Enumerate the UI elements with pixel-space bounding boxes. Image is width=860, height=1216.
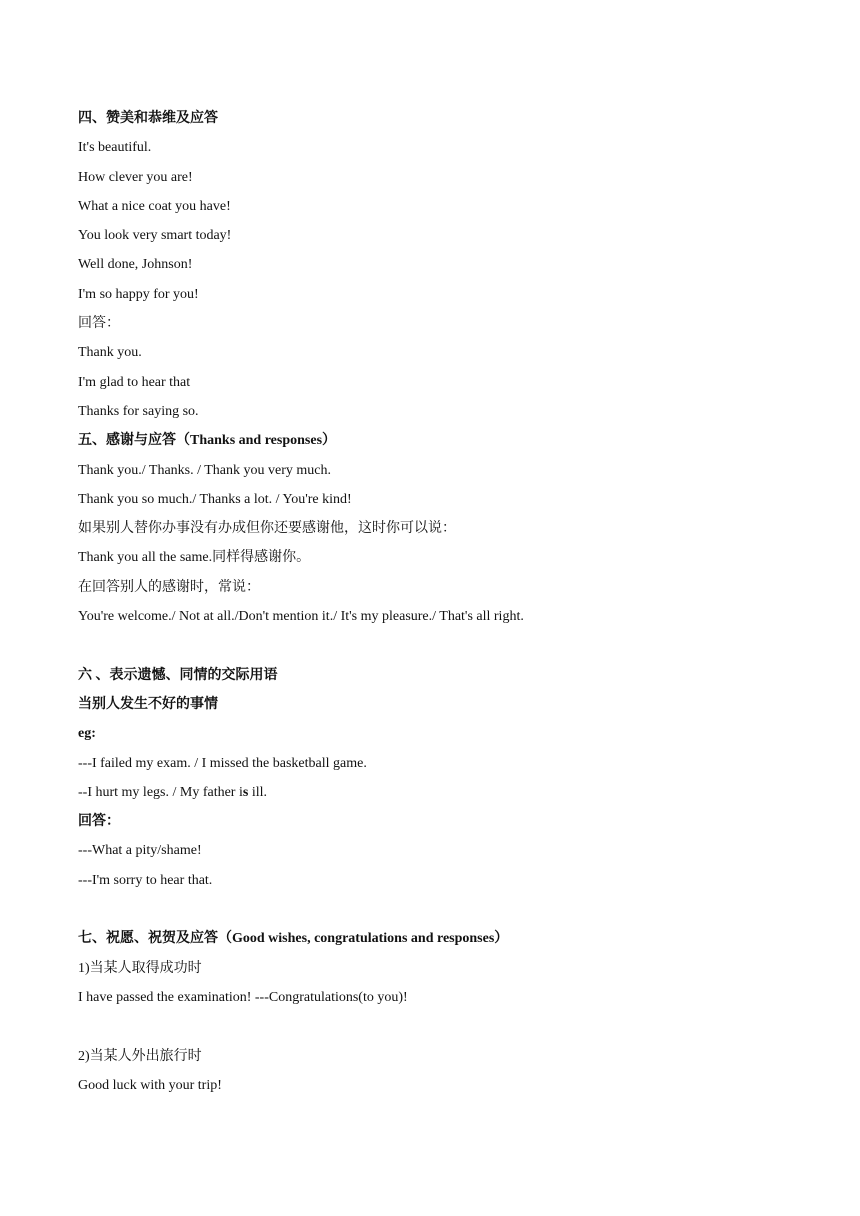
compliment-line: You look very smart today!	[78, 228, 232, 244]
thanks-line: You're welcome./ Not at all./Don't mention it./ It's my pleasure./ That's all right.	[78, 609, 524, 625]
reply-line: ---What a pity/shame!	[78, 843, 202, 859]
example-line	[78, 778, 798, 807]
thanks-line: Thank you all the same.同样得感谢你。	[78, 550, 311, 566]
section-6-subheading: 当别人发生不好的事情	[78, 696, 218, 712]
compliment-line: How clever you are!	[78, 169, 193, 185]
item-1-title: 1)当某人取得成功时	[78, 960, 202, 976]
reply-line: I'm glad to hear that	[78, 374, 191, 390]
item-2-line: Good luck with your trip!	[78, 1077, 222, 1093]
reply-line: Thank you.	[78, 345, 142, 361]
eg-label: eg:	[78, 726, 96, 742]
example-text: --I hurt my legs. / My father i	[78, 784, 243, 800]
compliment-line: Well done, Johnson!	[78, 257, 193, 273]
compliment-line: What a nice coat you have!	[78, 198, 231, 214]
reply-line: Thanks for saying so.	[78, 403, 199, 419]
item-1-line: I have passed the examination! ---Congratulations(to you)!	[78, 989, 408, 1005]
reply-label: 回答：	[78, 814, 120, 830]
example-line: ---I failed my exam. / I missed the basketball game.	[78, 755, 367, 771]
spacer	[78, 631, 798, 660]
document-page	[78, 104, 798, 1100]
spacer	[78, 1012, 798, 1041]
reply-label: 回答：	[78, 316, 120, 332]
reply-line: ---I'm sorry to hear that.	[78, 872, 213, 888]
section-4-heading: 四、赞美和恭维及应答	[78, 111, 218, 126]
section-7-heading: 七、祝愿、祝贺及应答（Good wishes, congratulations and responses）	[78, 931, 509, 947]
thanks-note: 如果别人替你办事没有办成但你还要感谢他，这时你可以说：	[78, 521, 456, 537]
example-text: ill.	[248, 784, 267, 800]
spacer	[78, 895, 798, 924]
example-text-bold: s	[242, 784, 249, 800]
thanks-note: 在回答别人的感谢时，常说：	[78, 579, 260, 595]
compliment-line: It's beautiful.	[78, 140, 152, 156]
item-2-title: 2)当某人外出旅行时	[78, 1048, 202, 1064]
section-6-heading: 六 、表示遗憾、同情的交际用语	[78, 667, 278, 683]
section-5-heading: 五、感谢与应答（Thanks and responses）	[78, 433, 337, 449]
compliment-line: I'm so happy for you!	[78, 286, 199, 302]
thanks-line: Thank you./ Thanks. / Thank you very much.	[78, 462, 331, 478]
thanks-line: Thank you so much./ Thanks a lot. / You're kind!	[78, 491, 352, 507]
